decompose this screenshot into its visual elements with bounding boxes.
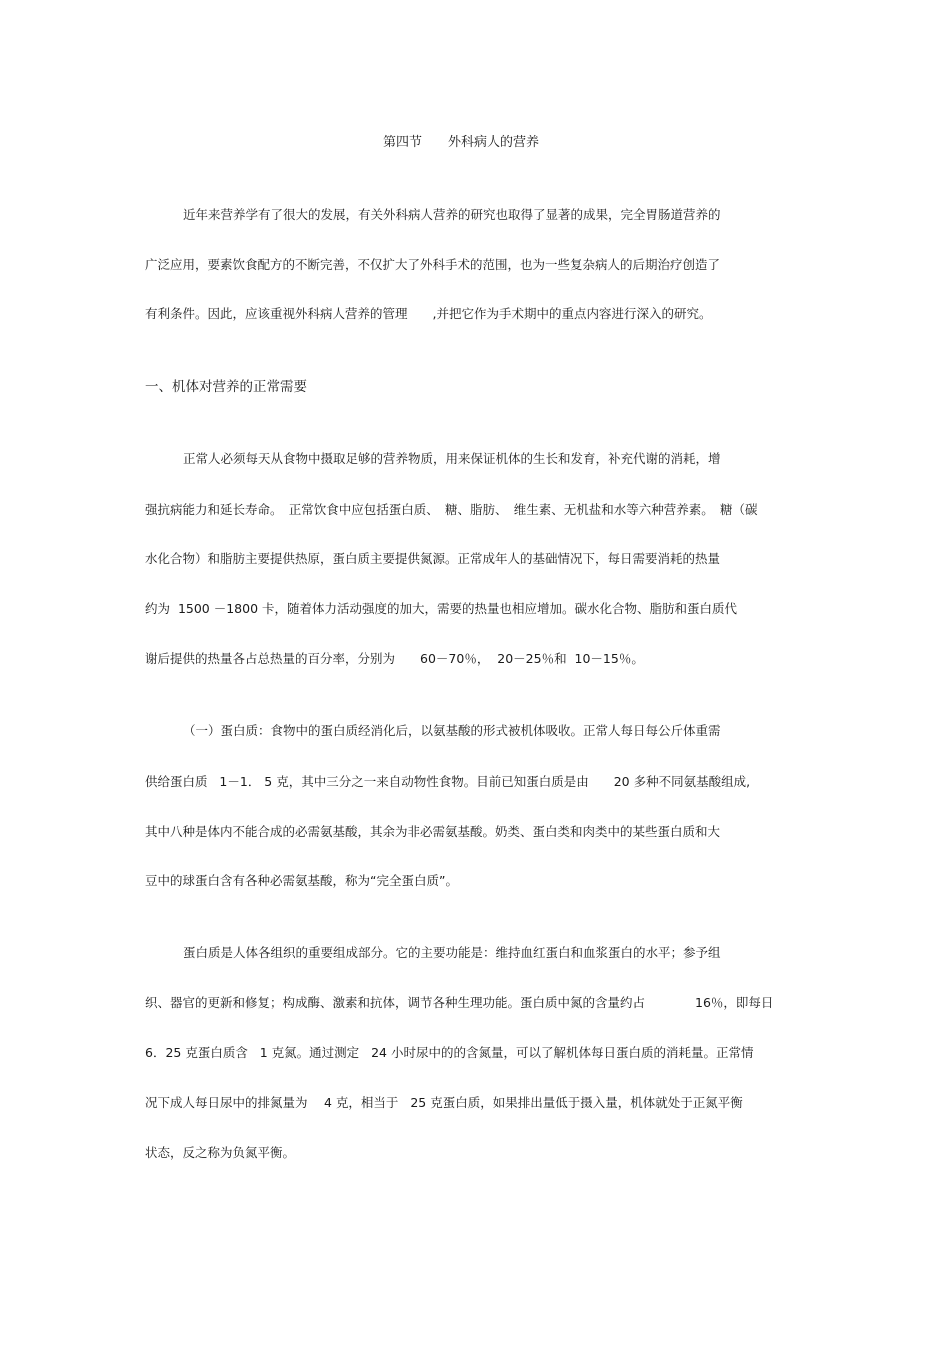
para2-line-3: 其中八种是体内不能合成的必需氨基酸，其余为非必需氨基酸。奶类、蛋白类和肉类中的某些蛋白质和大 <box>145 824 721 839</box>
para3-line-1: 蛋白质是人体各组织的重要组成部分。它的主要功能是：维持血红蛋白和血浆蛋白的水平；参予组 <box>183 945 721 960</box>
section-title: 第四节 外科病人的营养 <box>383 135 540 150</box>
para1-line-4: 约为 1500 －1800 卡，随着体力活动强度的加大，需要的热量也相应增加。碳水化合物、脂肪和蛋白质代 <box>145 601 738 616</box>
intro-line-2: 广泛应用，要素饮食配方的不断完善，不仅扩大了外科手术的范围，也为一些复杂病人的后期治疗创造了 <box>145 257 721 272</box>
para1-line-3: 水化合物）和脂肪主要提供热原，蛋白质主要提供氮源。正常成年人的基础情况下，每日需要消耗的热量 <box>145 551 721 566</box>
para3-line-4: 况下成人每日尿中的排氮量为 4 克，相当于 25 克蛋白质，如果排出量低于摄入量，机体就处于正氮平衡 <box>145 1095 743 1110</box>
para2-line-4: 豆中的球蛋白含有各种必需氨基酸，称为“完全蛋白质”。 <box>145 873 458 888</box>
para3-line-2: 织、器官的更新和修复；构成酶、激素和抗体，调节各种生理功能。蛋白质中氮的含量约占 16％，即每日 <box>145 995 774 1010</box>
para1-line-1: 正常人必须每天从食物中摄取足够的营养物质，用来保证机体的生长和发育，补充代谢的消耗，增 <box>183 451 721 466</box>
para2-line-1: （一）蛋白质：食物中的蛋白质经消化后，以氨基酸的形式被机体吸收。正常人每日每公斤体重需 <box>183 723 721 738</box>
para2-line-2: 供给蛋白质 1－1． 5 克，其中三分之一来自动物性食物。目前已知蛋白质是由 20 多种不同氨基酸组成, <box>145 774 751 789</box>
para3-line-5: 状态，反之称为负氮平衡。 <box>145 1145 296 1160</box>
para1-line-2: 强抗病能力和延长寿命。 正常饮食中应包括蛋白质、 糖、脂肪、 维生素、无机盐和水等六种营养素。 糖（碳 <box>145 502 758 517</box>
intro-line-3: 有利条件。因此，应该重视外科病人营养的管理 ,并把它作为手术期中的重点内容进行深入的研究。 <box>145 306 712 321</box>
para3-line-3: 6．25 克蛋白质含 1 克氮。通过测定 24 小时尿中的的含氮量，可以了解机体每日蛋白质的消耗量。正常情 <box>145 1045 754 1060</box>
para1-line-5: 谢后提供的热量各占总热量的百分率，分别为 60－70％， 20－25％和 10－15％。 <box>145 651 644 666</box>
intro-line-1: 近年来营养学有了很大的发展，有关外科病人营养的研究也取得了显著的成果，完全胃肠道营养的 <box>183 207 721 222</box>
subsection-heading: 一、机体对营养的正常需要 <box>145 379 307 395</box>
